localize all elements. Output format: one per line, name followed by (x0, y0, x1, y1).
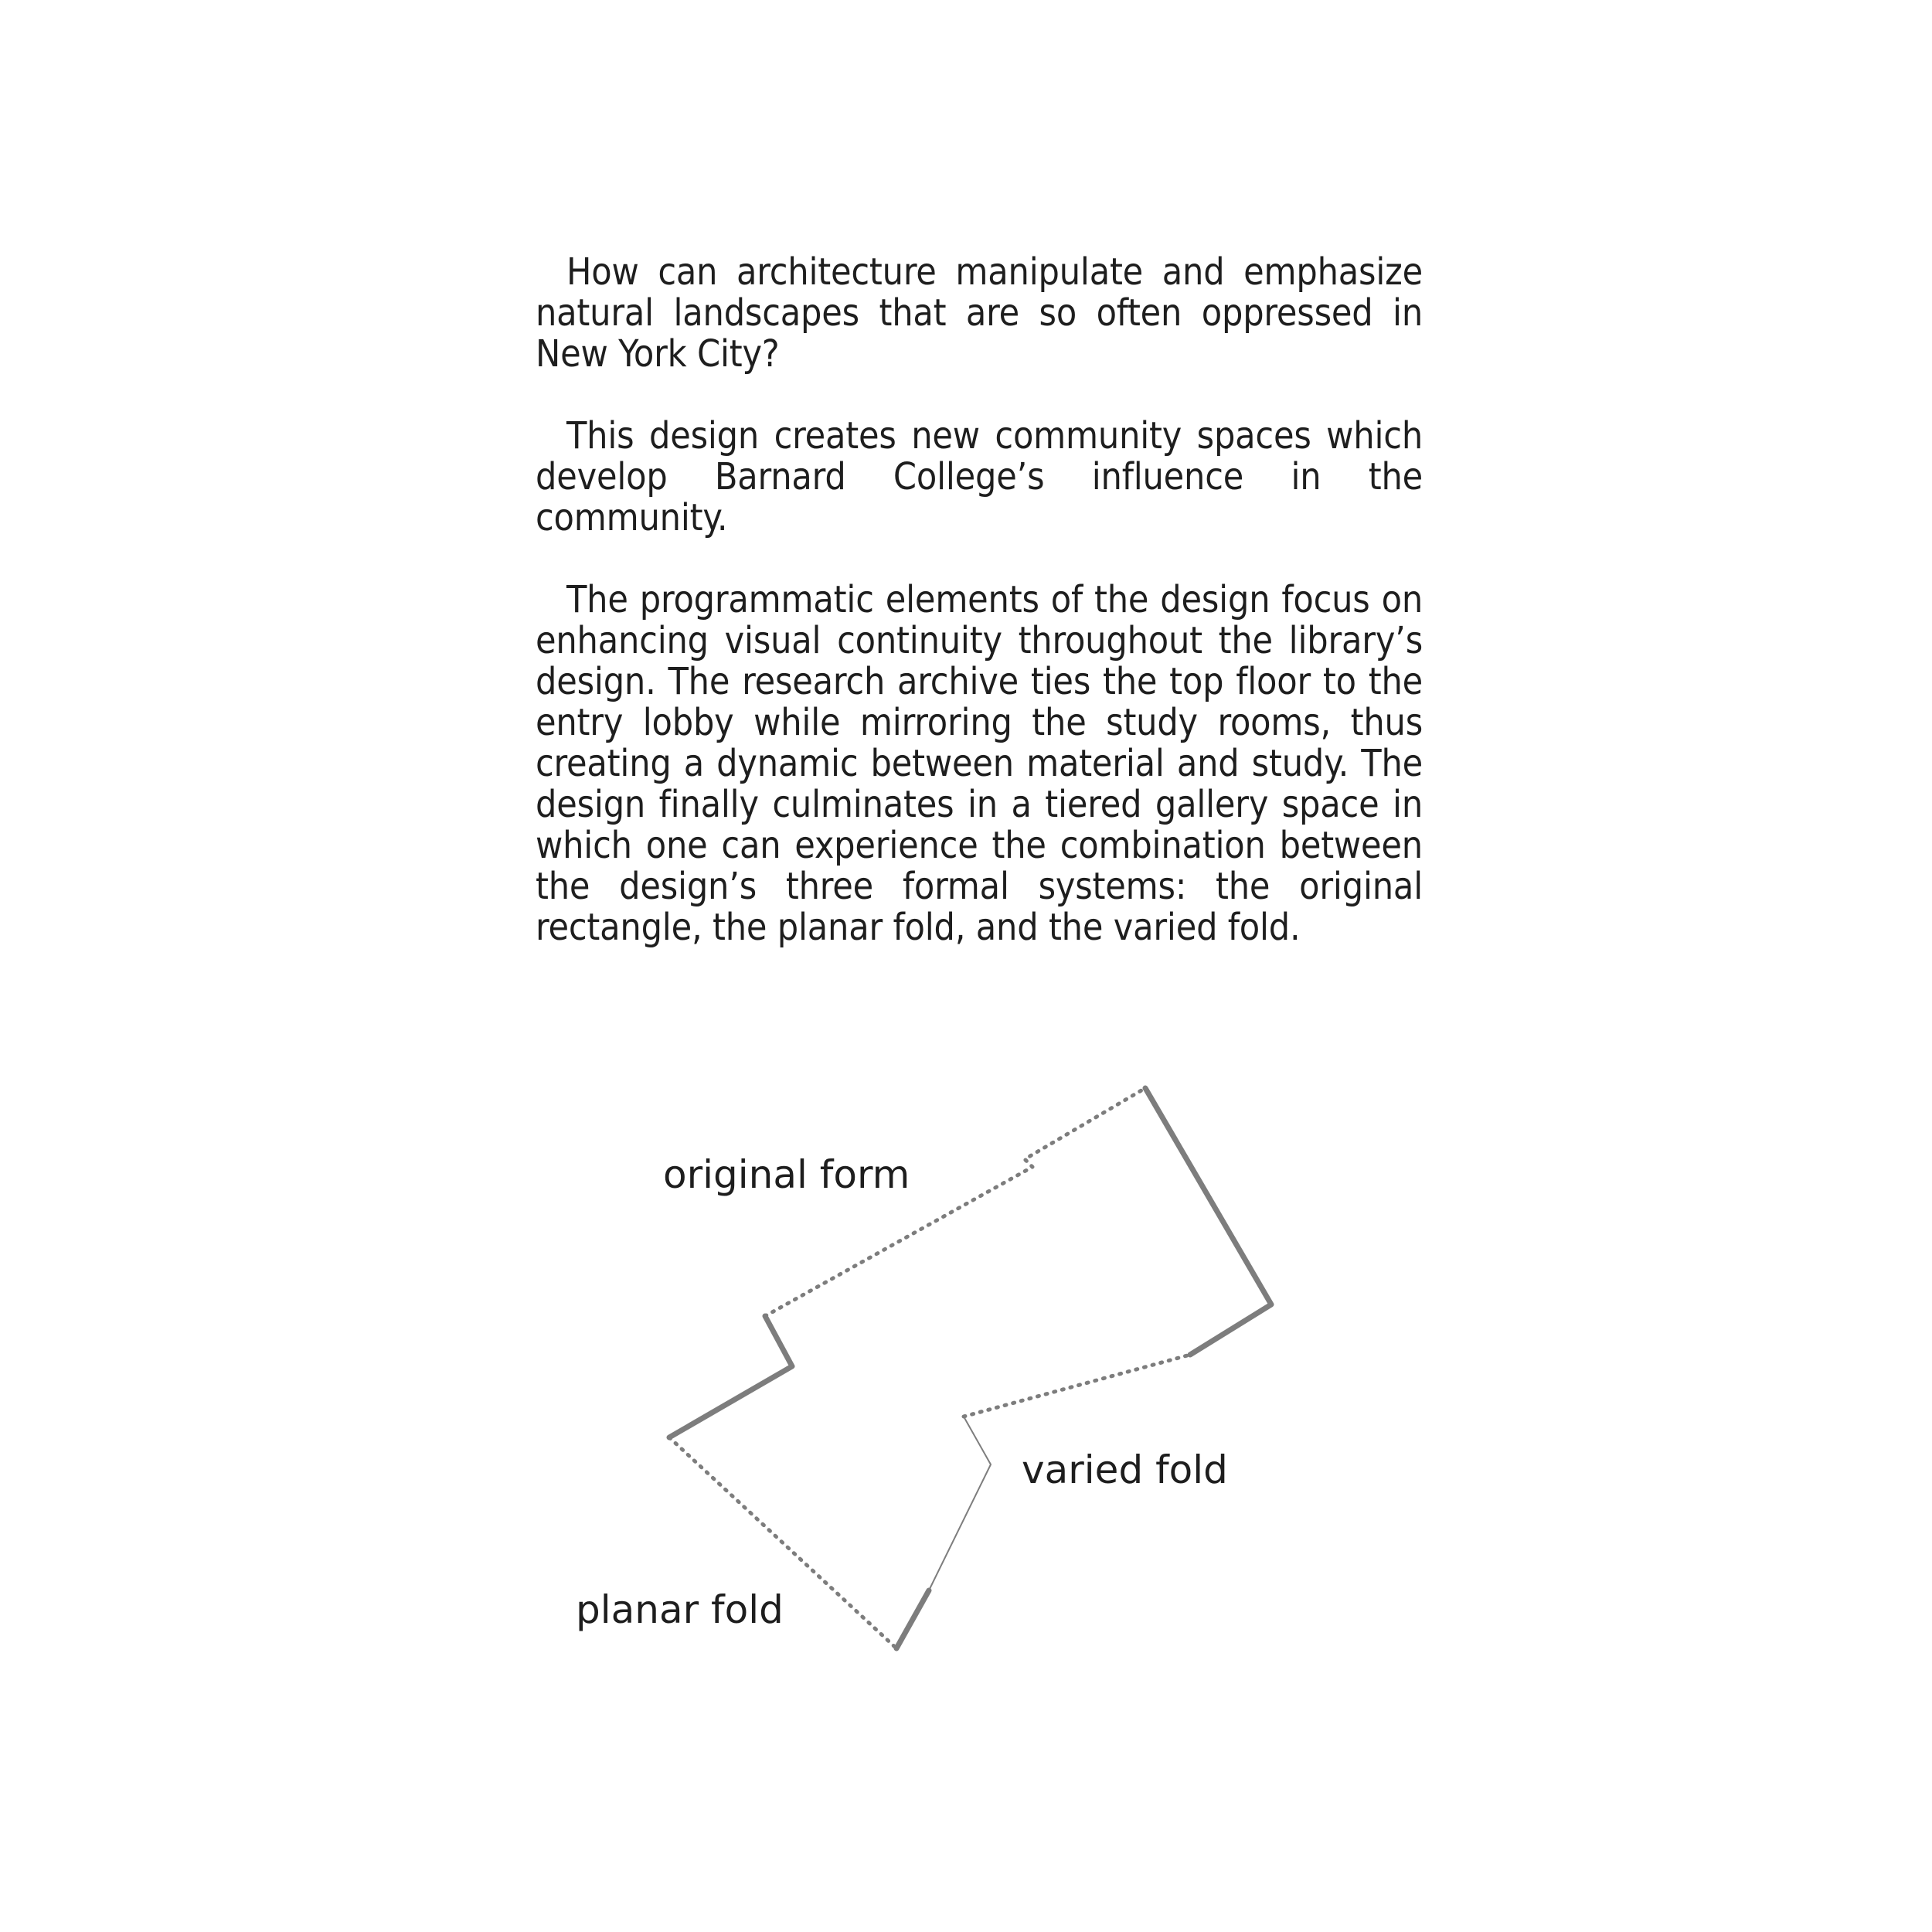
left-solid-edge (669, 1316, 792, 1437)
label-original-form: original form (663, 1152, 910, 1197)
right-solid-edge (1145, 1088, 1271, 1355)
lower-dotted-edge (964, 1355, 1190, 1417)
planar-solid-edge (896, 1590, 929, 1648)
top-dotted-edge (765, 1088, 1145, 1316)
label-planar-fold: planar fold (576, 1587, 784, 1632)
paragraph-question: How can architecture manipulate and emphasize natural landscapes that are so often oppressed in New York City? (536, 250, 1423, 376)
varied-fold-edge (929, 1417, 991, 1590)
paragraph-community: This design creates new community spaces which develop Barnard College’s influence in the community. (536, 414, 1423, 539)
label-varied-fold: varied fold (1022, 1447, 1228, 1492)
paragraph-program: The programmatic elements of the design focus on enhancing visual continuity throughout the library’s design. The research archive ties the top floor to the entry lobby while mirroring the study rooms, thus creating a dynamic between material and study. The design finally culminates in a tiered gallery space in which one can experience the combination between the design’s three formal systems: the original rectangle, the planar fold, and the varied fold. (536, 578, 1423, 949)
